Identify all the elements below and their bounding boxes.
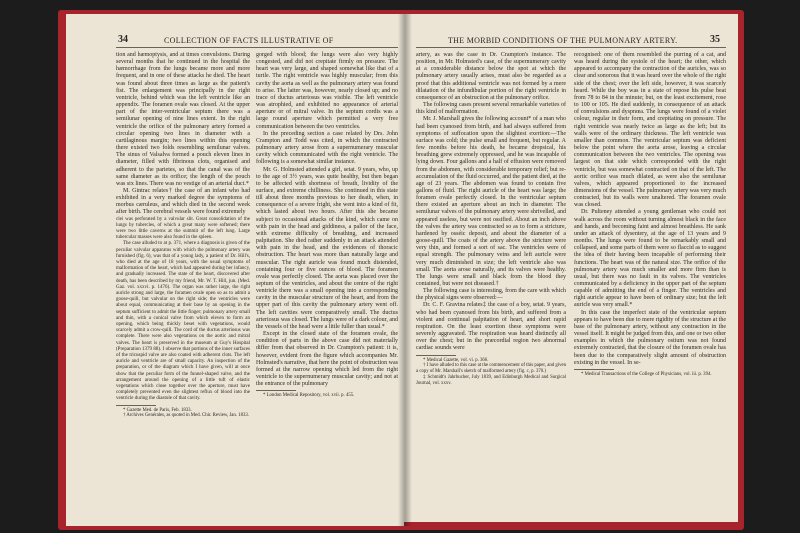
paragraph: M. Gintrac relates† the case of an infant who had exhibited in a very marked degree the symptoms of morbus cæruleus, and which died in the second week after birth. The cerebral vessels were found extremely: [116, 187, 250, 216]
paragraph: Except in the closed state of the foramen ovale, the condition of parts in the above case did not materially differ from that observed in Dr. Crampton's patient: it is, however, evident from the figure which accompanies Mr. Holmsted's narrative, that here the point of obstruction was formed at the narrow opening which led from the right ventricle to the supernumerary muscular cavity; and not at the entrance of the pulmonary: [256, 331, 398, 388]
paragraph: tion and hæmoptysis, and at times convulsions. During several months that he continued in the hospital the hæmorrhage from the lungs became more and more frequent, and in one of these attacks he died. The heart was found about three times as large as the patient's fist. The enlargement was principally in the right ventricle, behind which was the left ventricle like an appendix. The foramen ovale was closed. At the upper part of the inter-ventricular septum there was a semilunar opening of nine lines extent. In the right ventricle the orifice of the pulmonary artery formed a circular opening two lines in diameter with a cartilaginous margin; two lines within this opening there existed two folds resembling semilunar valves. The sinus of Valsalva formed a pouch eleven lines in diameter, filled with fibrinous clots, organised and adherent to the parietes, so that the canal was of the same diameter as its orifice; the length of the pouch was six lines. There was no vestige of an arterial duct.*: [116, 52, 250, 187]
footnote: † I have alluded to this case at the commencement of this paper, and given a copy of Mr. Marshall's sketch of malformed artery (fig. c, p. 370.): [416, 363, 566, 375]
paragraph: In the preceding section a case related by Drs. John Crampton and Todd was cited, in which the contracted pulmonary artery arose from a supernumerary muscular cavity which communicated with the right ventricle. The following is a somewhat similar instance.: [256, 130, 398, 166]
paragraph: The following cases present several remarkable varieties of this kind of malformation.: [416, 102, 566, 116]
footnote: ‡ Schmidt's Jahrbucher, July 1839, and Edinburgh Medical and Surgical Journal, vol. xxxv.: [416, 374, 566, 386]
footnote: * London Medical Repository, vol. xvii. p. 455.: [263, 393, 355, 399]
right-column-1: [416, 52, 566, 387]
left-page: [66, 14, 404, 526]
paragraph: recognised: one of them resembled the purring of a cat, and was heard during the systole of the heart; the other, which appeared to accompany the contraction of the auricles, was so clear and sonorous that it was heard over the whole of the right side of the chest; over the left side, however, it was scarcely heard. While the boy was in a state of repose his pulse beat from 78 to 84 in the minute; but, on the least excitement, rose to 100 or 105. He died suddenly, in consequence of an attack of convulsions and dyspnœa. The lungs were found of a violet colour, regular in their form, and crepitating on pressure. The right ventricle was nearly twice as large as the left; but its walls were of the ordinary thickness. The left ventricle was smaller than common. The ventricular septum was deficient below the point where the aorta arose, leaving a circular communication between the two ventricles. The opening was largest on that side which corresponded with the right ventricle, but was somewhat contracted on that of the left. The aortic orifice was much dilated, as were also the semilunar valves, which appeared proportioned to the increased dimensions of the vessel. The pulmonary artery was very much contracted, but its walls were unaltered. The foramen ovale was closed.: [574, 52, 726, 209]
right-page: [404, 14, 738, 522]
footnote-rule: [256, 390, 296, 391]
paragraph: artery, as was the case in Dr. Crampton's instance. The position, in Mr. Holmsted's case, of the supernumerary cavity at a considerable distance below the spot at which the pulmonary artery usually arises, must also be regarded as a proof that this additional ventricle was not formed by a mere dilatation of the infundibular portion of the right ventricle in consequence of an obstruction at the pulmonary orifice.: [416, 52, 566, 101]
running-head: COLLECTION OF FACTS ILLUSTRATIVE OF: [164, 36, 334, 45]
footnote: * Medical Gazette, vol. vi. p. 366.: [423, 357, 489, 363]
running-head: THE MORBID CONDITIONS OF THE PULMONARY ARTERY.: [448, 36, 678, 45]
paragraph: gorged with blood; the lungs were also very highly congested, and did not crepitate firmly on pressure. The heart was very large, and shaped somewhat like that of a turtle. The right ventricle was highly muscular; from this cavity the aorta as well as the pulmonary artery was found to arise. The latter was, however, nearly closed up; and no trace of ductus arteriosus was visible. The left ventricle was atrophied, and exhibited no appearance of arterial aperture or of mitral valve. In the septum cordis was a large round aperture which permitted a very free communication between the two ventricles.: [256, 52, 398, 130]
note-block: [116, 217, 250, 403]
footnote-rule: [116, 405, 156, 406]
left-column-2: [256, 52, 398, 399]
footnote-rule: [416, 355, 456, 356]
header-rule: [116, 47, 398, 48]
paragraph: Dr. C. F. Gravina relates‡ the case of a boy, setat. 9 years, who had been cyanosed from his birth, and suffered from a violent and continual palpitation of heart, and short rapid respiration. On the least exertion these symptoms were severely aggravated. The respiration was heard distinctly all over the chest; but in the præcordial region two abnormal cardiac sounds were: [416, 302, 566, 352]
paragraph: Mr. G. Holmsted attended a girl, setat. 9 years, who, up to the age of 3½ years, was quite healthy, but then began to be affected with shortness of breath, lividity of the surface, and extreme chilliness. She continued in this state till about three months previous to her death, when, in consequence of a severe fright, she went into a kind of fit, which lasted about two hours. After this she became subject to occasional attacks of the kind, which came on with pain in the head and giddiness, a pallor of the face, with extreme difficulty of breathing, and increased palpitation. She died rather suddenly in an attack attended with pain in the head, and the evidences of thoracic obstruction. The heart was more than naturally large and muscular. The right auricle was found much distended, containing four or five ounces of blood. The foramen ovale was perfectly closed. The aorta was placed over the septum of the ventricles, and about the centre of the right ventricle there was a small opening into a corresponding cavity in the muscular structure of the heart, and from the upper part of this cavity the pulmonary artery went off. The left cavities were comparatively small. The ductus arteriosus was closed. The lungs were of a dark colour, and the vessels of the head were a little fuller than usual.*: [256, 166, 398, 330]
footnote: * Medical Transactions of the College of Physicians, vol. iii. p. 394.: [581, 371, 712, 377]
paragraph: In this case the imperfect state of the ventricular septum appears to have been due to mere rigidity of the structure at the base of the pulmonary artery, without any contraction in the vessel itself. It might be judged from this, and one or two other examples in which the pulmonary ostium was not found extremely contracted, that the closure of the foramen ovale has been due to the comparatively slight amount of obstruction existing in the vessel. In se-: [574, 309, 726, 366]
header-rule: [416, 47, 726, 48]
paragraph: Dr. Pulteney attended a young gentleman who could not walk across the room without turning almost black in the face and hands, and becoming faint and almost breathless. He sank under an attack of dysentery, at the age of 13 years and 9 months. The lungs were found to be remarkably small and collapsed, and some parts of them were so flaccid as to suggest the idea of their having been incapable of performing their functions. The heart was of the natural size. The orifice of the pulmonary artery was much smaller and more firm than is usual, but there was no fault in its valves. The ventricles communicated by a deficiency in the upper part of the septum capable of admitting the end of a finger. The ventricles and right auricle appear to have been of ordinary size; but the left auricle was very small.*: [574, 209, 726, 309]
right-column-2: [574, 52, 726, 378]
book-gutter: [398, 14, 412, 526]
footnote-rule: [574, 369, 614, 370]
paragraph: The following case is interesting, from the care with which the physical signs were observed:—: [416, 288, 566, 302]
footnote: † Archives Genérales, as quoted in Med. Chir. Review, Jan. 1833.: [123, 413, 249, 419]
footnote: * Gazette Med. de Paris, Feb. 1833.: [123, 407, 192, 413]
paragraph: Mr. J. Marshall gives the following account* of a man who had been cyanosed from birth, and had always suffered from symptoms of suffocation upon the slightest exertion:—The surface was cold; the pulse small and frequent, but regular. A few months before his death, he became dropsical, his breathing grew extremely oppressed, and he was incapable of lying down. Four gallons and a half of effusion were removed from the abdomen, with considerable temporary relief; but re-accumulation of the fluid occurred, and the patient died, at the age of 23 years. The abdomen was found to contain five gallons of fluid. The right auricle of the heart was large; the foramen ovale perfectly closed. In the ventricular septum there existed an aperture about an inch in diameter. The semilunar valves of the pulmonary artery were shrivelled, and appeared useless, but were not ossified. About an inch above the valves the artery was contracted so as to form a stricture, hardened by osséic deposit, and about the diameter of a goose-quill. The coats of the artery above the stricture were very thin, and formed a sort of sac. The ventricles were of equal strength. The pulmonary veins and left auricle were very much diminished in size; the left ventricle also was small. The aorta arose naturally, and its valves were healthy. The lungs were small and black from the blood they contained, but were not diseased.†: [416, 116, 566, 287]
page-number: 35: [710, 34, 720, 45]
note-paragraph: The case alluded to at p. 371, where a diagnosis is given of the peculiar valvular apparatus with which the pulmonary artery was furnished (fig. 6), was that of a young lady, a patient of Dr. Hill's, who died at the age of 18 years, with the usual symptoms of malformation of the heart, which had appeared during her infancy, and gradually increased. The state of the heart, discovered after death, has been described by my friend, Mr. W. T. Hill, jun. (Med. Gaz. vol. xxxvi. p. 1476). The organ was rather large, the right auricle strong and large, the foramen ovale open so as to admit a goose-quill, but valvular on the right side; the ventricles were about equal, communicating at their base by an opening in the septum sufficient to admit the little finger; pulmonary artery small and thin, with a conical valve from which eleven to form an opening, which being thickly beset with vegetations, would scarcely admit a crow-quill. The cord of the ductus arteriosus was complete. There were also vegetations on the aortic and mitral valves. The heart is preserved in the museum at Guy's Hospital (Preparation 1379 88). I observe that portions of the inner surfaces of the tricuspid valve are also coated with adherent clots. The left auricle and ventricle are of small capacity. An inspection of the preparation, or of the diagram which I have given, will at once show that the peculiar form of the funnel-shaped valve, and the arrangement around the opening of a little tuft of elastic vegetations which close together over the aperture, must have completely prevented even the slightest reflux of blood into the ventricle during the diastole of that cavity.: [116, 241, 250, 402]
left-column-1: [116, 52, 250, 419]
page-number: 34: [118, 34, 128, 45]
note-paragraph: clei was perforated by a valvular slit. Great consolidation of the lungs by tubercles, of which a great many were softened; there were two little caverns at the summit of the left lung. Large tubercular masses were also found in the spleen.: [116, 216, 250, 241]
